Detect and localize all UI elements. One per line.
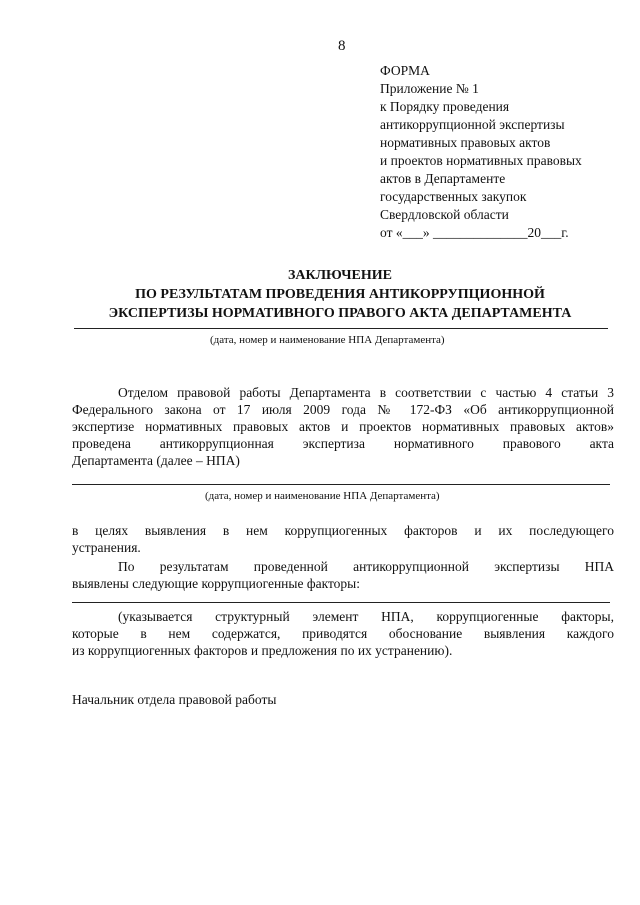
paragraph-line: проведена антикоррупционная экспертиза нормативного правового акта xyxy=(72,436,614,451)
title-line: ЭКСПЕРТИЗЫ НОРМАТИВНОГО ПРАВОГО АКТА ДЕПАРТАМЕНТА xyxy=(108,306,572,321)
appendix-line: нормативных правовых актов xyxy=(380,135,551,150)
appendix-line: Свердловской области xyxy=(380,207,509,222)
appendix-line: антикоррупционной экспертизы xyxy=(380,117,565,132)
title-line: ПО РЕЗУЛЬТАТАМ ПРОВЕДЕНИЯ АНТИКОРРУПЦИОННОЙ xyxy=(135,287,545,302)
paragraph-line: По результатам проведенной антикоррупционной экспертизы НПА xyxy=(118,559,614,574)
paragraph-results xyxy=(72,558,614,592)
title-line: ЗАКЛЮЧЕНИЕ xyxy=(287,268,393,283)
title-fill-line xyxy=(74,328,608,329)
appendix-line: и проектов нормативных правовых xyxy=(380,153,582,168)
npa-fill-line xyxy=(72,484,610,485)
paragraph-line: экспертизе нормативных правовых актов и проектов нормативных правовых актов» xyxy=(72,419,614,434)
appendix-line: к Порядку проведения xyxy=(380,99,510,114)
npa-caption: (дата, номер и наименование НПА Департамента) xyxy=(205,490,440,502)
paragraph-line: выявлены следующие коррупциогенные факторы: xyxy=(72,576,361,591)
appendix-date-line: от «___» ______________20___г. xyxy=(380,225,569,240)
appendix-line: ФОРМА xyxy=(380,63,430,78)
appendix-line: Приложение № 1 xyxy=(380,81,479,96)
appendix-line: государственных закупок xyxy=(380,189,527,204)
document-title xyxy=(60,266,620,323)
paragraph-line: Отделом правовой работы Департамента в соответствии с частью 4 статьи 3 xyxy=(118,385,614,400)
factors-fill-line xyxy=(72,602,610,603)
paragraph-factors-caption xyxy=(72,608,614,659)
paragraph-line: (указывается структурный элемент НПА, коррупциогенные факторы, xyxy=(118,609,614,624)
paragraph-line: из коррупциогенных факторов и предложения по их устранению). xyxy=(72,643,453,658)
signature-title: Начальник отдела правовой работы xyxy=(72,692,277,707)
paragraph-line: Департамента (далее – НПА) xyxy=(72,453,240,468)
paragraph-line: в целях выявления в нем коррупциогенных факторов и их последующего xyxy=(72,523,614,538)
paragraph-line: Федерального закона от 17 июля 2009 года № 172-ФЗ «Об антикоррупционной xyxy=(72,402,614,417)
page-number: 8 xyxy=(338,38,346,54)
paragraph-line: которые в нем содержатся, приводятся обоснование выявления каждого xyxy=(72,626,614,641)
appendix-line: актов в Департаменте xyxy=(380,171,506,186)
title-caption: (дата, номер и наименование НПА Департамента) xyxy=(210,334,445,346)
paragraph-line: устранения. xyxy=(72,540,141,555)
appendix-block xyxy=(380,62,582,242)
paragraph-purpose xyxy=(72,522,614,556)
paragraph-intro xyxy=(72,384,614,469)
